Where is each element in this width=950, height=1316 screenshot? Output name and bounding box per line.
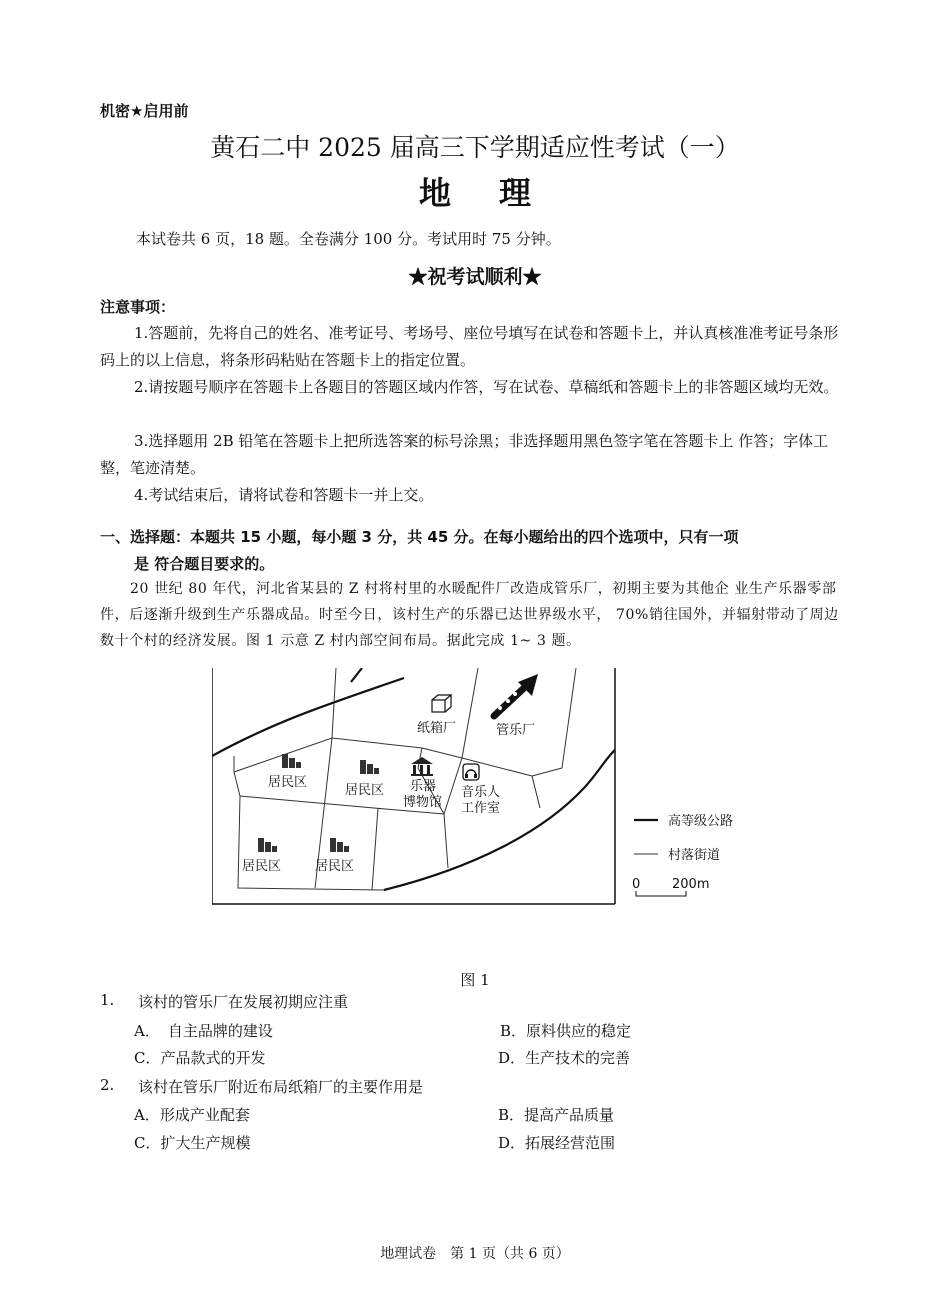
highway-legend-label: 高等级公路: [668, 814, 734, 829]
museum-label-line2: 博物馆: [403, 795, 443, 810]
section-heading-line1: 一、选择题：本题共 15 小题，每小题 3 分，共 45 分。在每小题给出的四个选项中，只有一项: [100, 528, 739, 546]
option-letter: C．: [134, 1134, 161, 1152]
notice-item-3: 3.选择题用 2B 铅笔在答题卡上把所选答案的标号涂黑；非选择题用黑色签字笔在答题卡上 作答；字体工整，笔迹清楚。: [100, 432, 829, 477]
highway-upper: [212, 678, 404, 756]
notice-item-2: 2.请按题号顺序在答题卡上各题目的答题区域内作答，写在试卷、草稿纸和答题卡上的非答题区域均无效。: [134, 378, 839, 396]
option-text: 拓展经营范围: [525, 1134, 616, 1152]
material-paragraph: 20 世纪 80 年代，河北省某县的 Z 村将村里的水暖配件厂改造成管乐厂，初期主要为其他企 业生产乐器零部件，后逐渐升级到生产乐器成品。时至今日，该村生产的乐器已达世界级水平， 70%销往国外，并辐射带动了周边数十个村的经济发展。图 1 示意 Z 村内部空间布局。据此完成 1~ 3 题。: [100, 581, 839, 649]
exam-intro: 本试卷共 6 页，18 题。全卷满分 100 分。考试用时 75 分钟。: [136, 230, 561, 248]
museum-icon: [411, 757, 433, 776]
option-text: 自主品牌的建设: [167, 1022, 273, 1040]
question-1-option-c: [134, 1047, 266, 1068]
option-text: 产品款式的开发: [160, 1049, 266, 1067]
scale-value-label: 200m: [672, 877, 710, 892]
page-footer: 地理试卷 第 1 页（共 6 页）: [380, 1246, 570, 1262]
section-heading: [100, 524, 852, 578]
museum-label-line1: 乐器: [410, 779, 437, 794]
question-2-option-d: [498, 1132, 615, 1153]
option-letter: B．: [500, 1022, 527, 1040]
headphones-icon: [463, 764, 479, 780]
building-icon: [282, 754, 301, 768]
residential-area-3-label: 居民区: [242, 859, 282, 874]
map-legend: [632, 808, 772, 898]
residential-area-2-label: 居民区: [345, 783, 385, 798]
question-2-stem: 该村在管乐厂附近布局纸箱厂的主要作用是: [138, 1078, 424, 1096]
building-icon: [258, 838, 277, 852]
option-text: 原料供应的稳定: [526, 1022, 632, 1040]
exam-title: 黄石二中 2025 届高三下学期适应性考试（一）: [210, 133, 740, 162]
question-1-option-b: [500, 1020, 631, 1041]
building-icon: [330, 838, 349, 852]
option-text: 生产技术的完善: [525, 1049, 631, 1067]
question-1-option-a: [134, 1020, 273, 1041]
notice-item-1: 1.答题前，先将自己的姓名、准考证号、考场号、座位号填写在试卷和答题卡上，并认真核准准考证号条形码上的以上信息，将条形码粘贴在答题卡上的指定位置。: [100, 324, 839, 369]
highway-stub: [351, 668, 362, 682]
question-1-option-d: [498, 1047, 630, 1068]
option-letter: A．: [134, 1022, 160, 1040]
notice-item-4: 4.考试结束后，请将试卷和答题卡一并上交。: [134, 486, 434, 504]
option-text: 扩大生产规模: [160, 1134, 251, 1152]
question-1-number: 1.: [100, 991, 115, 1009]
highway-lower: [384, 750, 615, 890]
studio-label-line1: 音乐人: [461, 785, 501, 800]
residential-area-1-label: 居民区: [268, 775, 308, 790]
question-2-option-c: [134, 1132, 251, 1153]
residential-area-4-label: 居民区: [315, 859, 355, 874]
band-factory-label: 管乐厂: [496, 723, 536, 738]
scale-zero-label: 0: [632, 877, 641, 892]
option-letter: C．: [134, 1049, 161, 1067]
option-text: 形成产业配套: [159, 1106, 250, 1124]
figure-caption: 图 1: [460, 971, 490, 989]
option-letter: A．: [134, 1106, 160, 1124]
question-2-option-a: [134, 1104, 250, 1125]
good-luck-banner: ★祝考试顺利★: [408, 266, 542, 288]
question-2-option-b: [498, 1104, 614, 1125]
option-letter: B．: [498, 1106, 525, 1124]
confidential-mark: 机密★启用前: [100, 102, 189, 120]
building-icon: [360, 760, 379, 774]
question-2-number: 2.: [100, 1076, 115, 1094]
notice-heading: 注意事项：: [100, 298, 176, 316]
option-letter: D．: [498, 1134, 526, 1152]
subject-title: 地理: [418, 174, 579, 212]
carton-factory-label: 纸箱厂: [417, 721, 457, 736]
studio-label-line2: 工作室: [461, 801, 501, 816]
trumpet-icon: [494, 674, 538, 716]
box-icon: [432, 695, 451, 712]
village-layout-map: [212, 668, 702, 908]
option-text: 提高产品质量: [524, 1106, 615, 1124]
question-1-stem: 该村的管乐厂在发展初期应注重: [138, 993, 349, 1011]
section-heading-line2: 是 符合题目要求的。: [134, 555, 275, 573]
street-legend-label: 村落街道: [668, 848, 721, 863]
option-letter: D．: [498, 1049, 526, 1067]
